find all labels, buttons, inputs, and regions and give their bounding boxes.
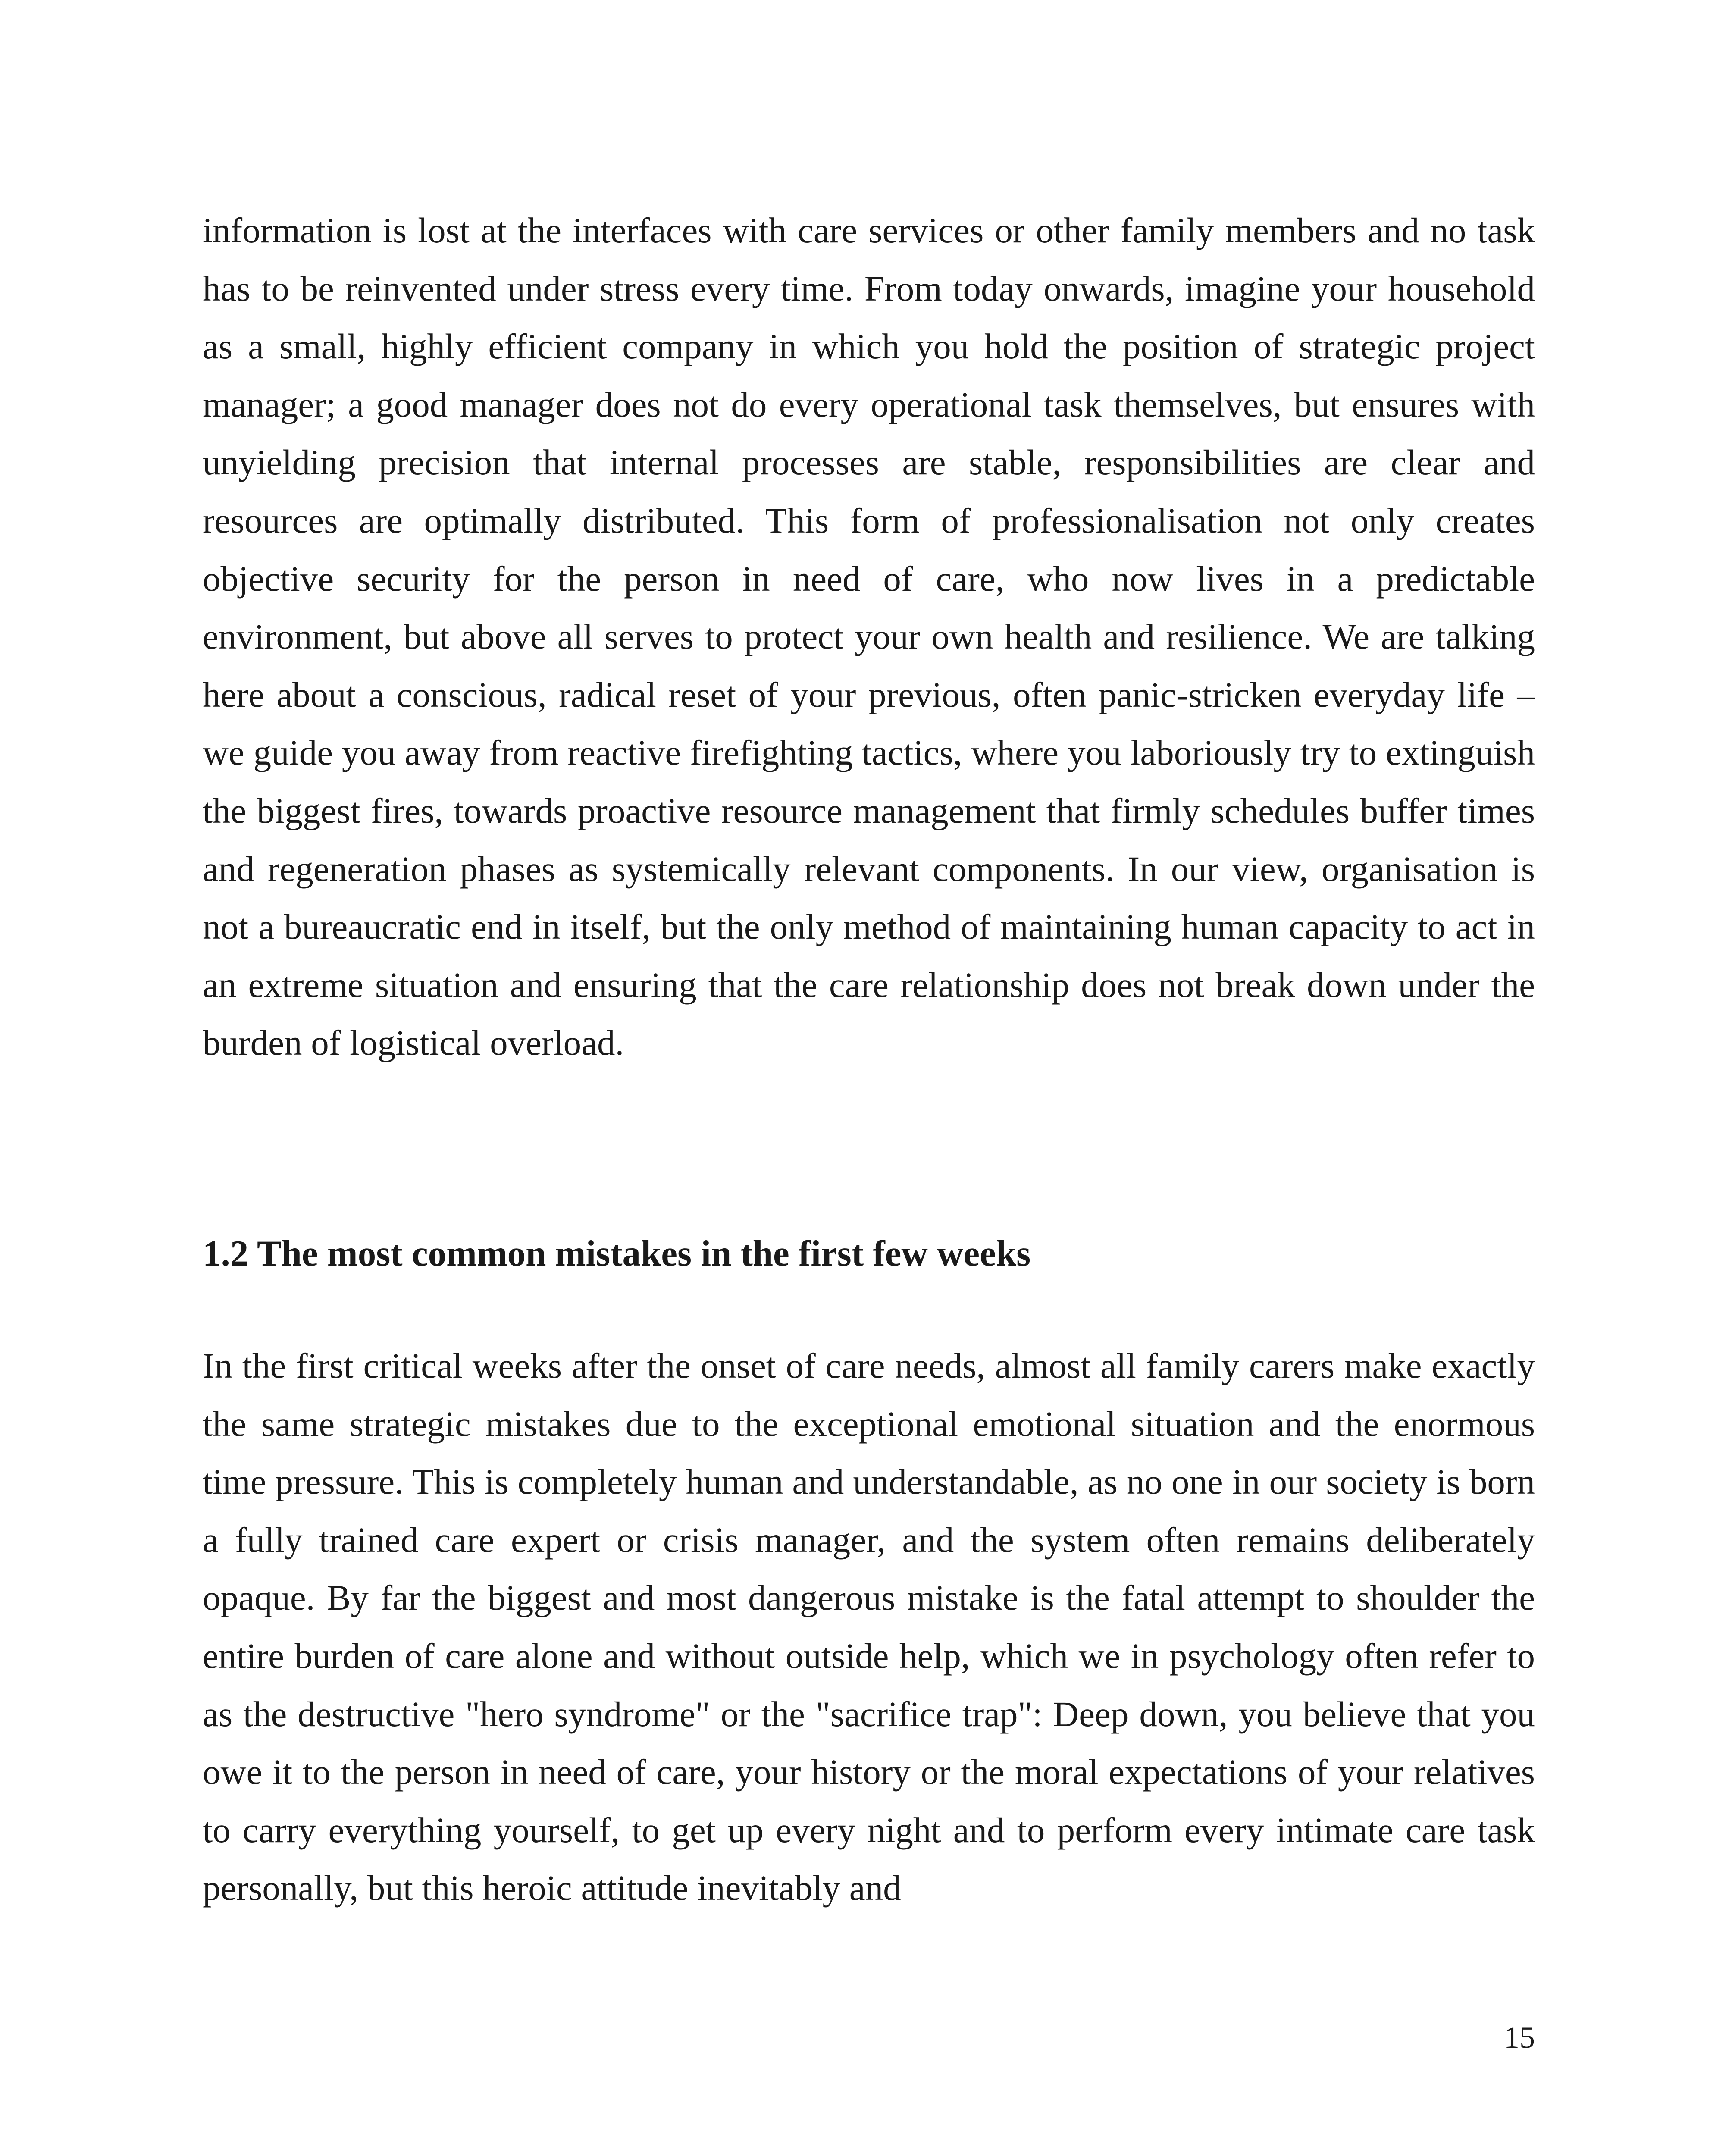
- body-paragraph: In the first critical weeks after the onset of care needs, almost all family carers make exactly the same strategic mistakes due to the exceptional emotional situation and the enormous time pressure. This is completely human and understandable, as no one in our society is born a fully trained care expert or crisis manager, and the system often remains deliberately opaque. By far the biggest and most dangerous mistake is the fatal attempt to shoulder the entire burden of care alone and without outside help, which we in psychology often refer to as the destructive "hero syndrome" or the "sacrifice trap": Deep down, you believe that you owe it to the person in need of care, your history or the moral expectations of your relatives to carry everything yourself, to get up every night and to perform every intimate care task personally, but this heroic attitude inevitably and: [203, 1346, 1535, 1908]
- section-heading: 1.2 The most common mistakes in the first few weeks: [203, 1233, 1031, 1274]
- page-number: 15: [1504, 2020, 1535, 2055]
- body-paragraph: information is lost at the interfaces with care services or other family members and no task has to be reinvented under stress every time. From today onwards, imagine your household as a small, highly efficient company in which you hold the position of strategic project manager; a good manager does not do every operational task themselves, but ensures with unyielding precision that internal processes are stable, responsibilities are clear and resources are optimally distributed. This form of professionalisation not only creates objective security for the person in need of care, who now lives in a predictable environment, but above all serves to protect your own health and resilience. We are talking here about a conscious, radical reset of your previous, often panic-stricken everyday life – we guide you away from reactive firefighting tactics, where you laboriously try to extinguish the biggest fires, towards proactive resource management that firmly schedules buffer times and regeneration phases as systemically relevant components. In our view, organisation is not a bureaucratic end in itself, but the only method of maintaining human capacity to act in an extreme situation and ensuring that the care relationship does not break down under the burden of logistical overload.: [203, 210, 1535, 1063]
